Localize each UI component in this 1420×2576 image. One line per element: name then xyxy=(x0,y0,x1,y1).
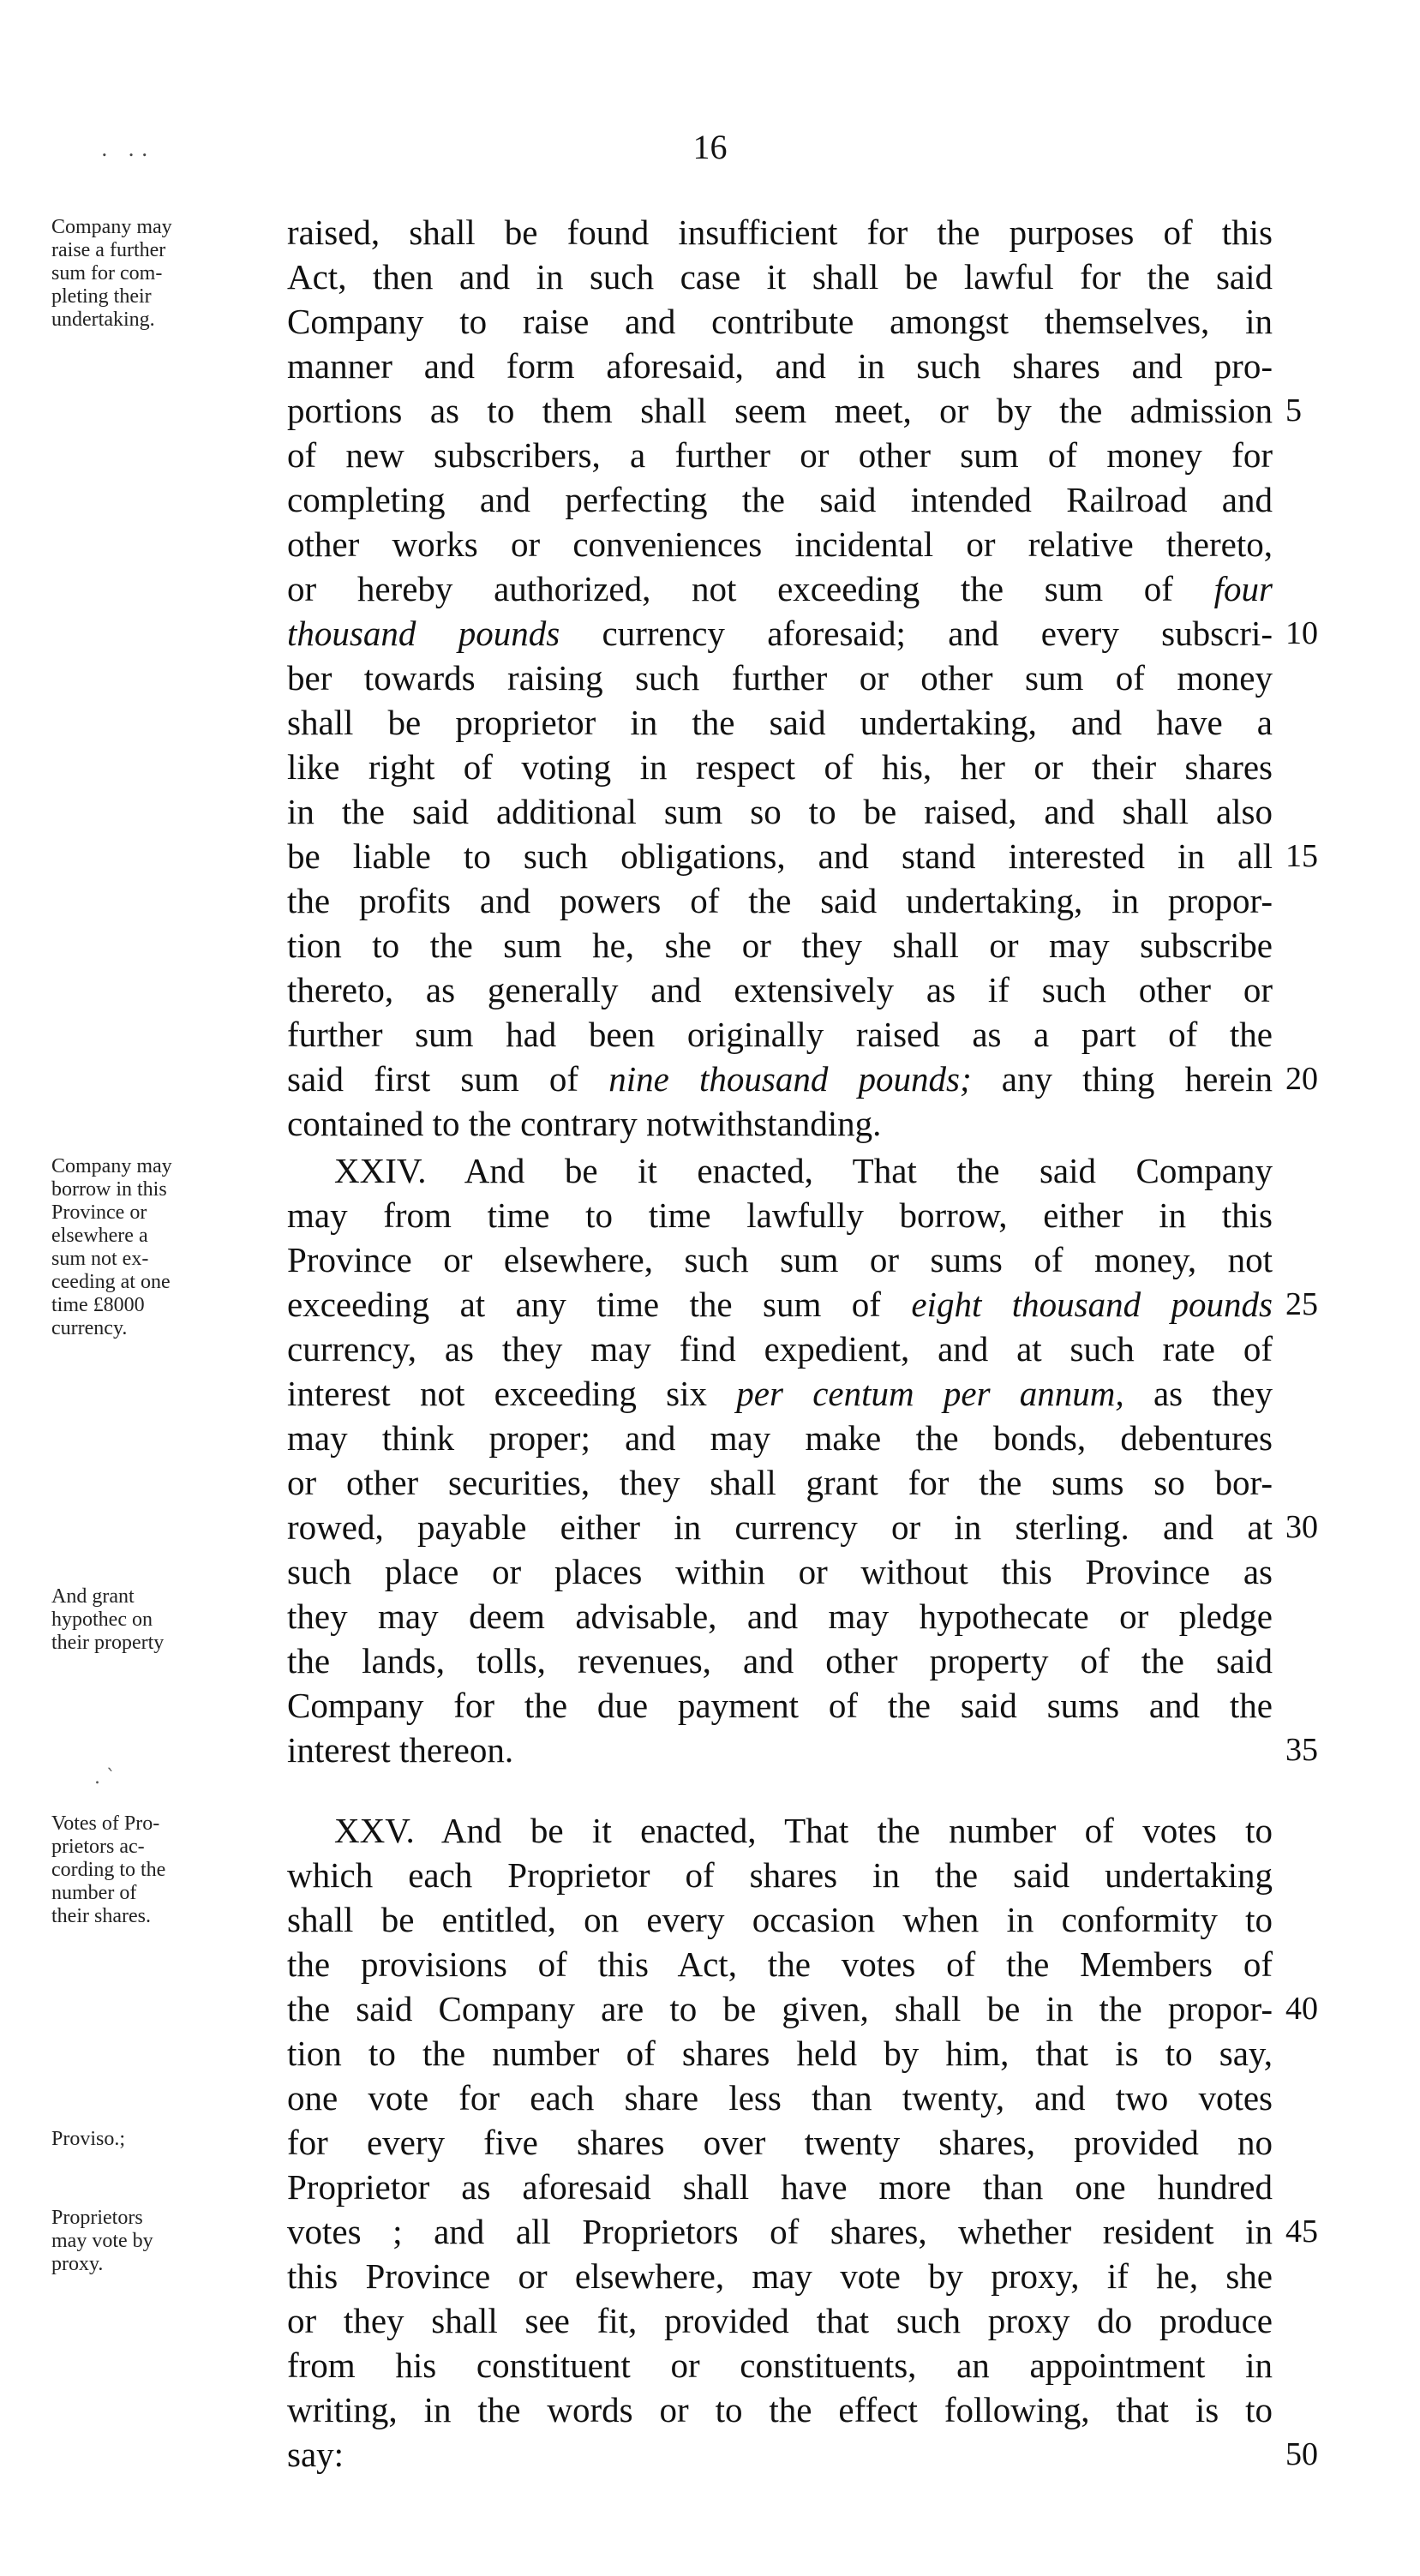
text-line: votes ; and all Proprietors of shares, whether resident in xyxy=(287,2212,1273,2251)
text-line: ber towards raising such further or other sum of money xyxy=(287,658,1273,698)
text-line: manner and form aforesaid, and in such shares and pro- xyxy=(287,346,1273,386)
text-line: XXV. And be it enacted, That the number of votes to xyxy=(334,1811,1273,1850)
text-line: one vote for each share less than twenty, and two votes xyxy=(287,2078,1273,2118)
text-line: portions as to them shall seem meet, or by the admission xyxy=(287,391,1273,430)
text-line: raised, shall be found insufficient for the purposes of this xyxy=(287,213,1273,252)
text-line: Company to raise and contribute amongst themselves, in xyxy=(287,302,1273,341)
text-line: in the said additional sum so to be raised, and shall also xyxy=(287,792,1273,831)
stray-mark: . ` xyxy=(94,1767,116,1788)
margin-note-further-sum: Company may raise a further sum for com- pleting their undertaking. xyxy=(51,216,172,331)
line-number: 50 xyxy=(1285,2436,1318,2472)
text-line: Act, then and in such case it shall be lawful for the said xyxy=(287,257,1273,297)
text-line: which each Proprietor of shares in the said undertaking xyxy=(287,1855,1273,1895)
italic-segment: four xyxy=(1213,569,1273,608)
text-line xyxy=(287,611,1273,656)
text-line xyxy=(287,1057,1273,1101)
line-number: 35 xyxy=(1285,1732,1318,1768)
text-segment: as they xyxy=(1123,1374,1273,1413)
italic-segment: per centum per annum, xyxy=(736,1374,1124,1413)
text-line: writing, in the words or to the effect following, that is to xyxy=(287,2390,1273,2429)
text-line: this Province or elsewhere, may vote by proxy, if he, she xyxy=(287,2256,1273,2296)
text-line: or they shall see fit, provided that such proxy do produce xyxy=(287,2301,1273,2340)
italic-segment: eight thousand pounds xyxy=(911,1285,1273,1324)
text-segment: any thing herein xyxy=(971,1059,1273,1099)
text-line: of new subscribers, a further or other sum of money for xyxy=(287,435,1273,475)
text-segment: said first sum of xyxy=(287,1059,609,1099)
line-number: 30 xyxy=(1285,1509,1318,1545)
text-line: XXIV. And be it enacted, That the said Company xyxy=(334,1151,1273,1190)
text-line: thereto, as generally and extensively as if such other or xyxy=(287,970,1273,1009)
text-line: Proprietor as aforesaid shall have more than one hundred xyxy=(287,2167,1273,2207)
line-number: 10 xyxy=(1285,615,1318,651)
text-line: the lands, tolls, revenues, and other property of the said xyxy=(287,1641,1273,1680)
margin-note-borrow: Company may borrow in this Province or elsewhere a sum not ex- ceeding at one time £8000 currency. xyxy=(51,1155,172,1339)
line-number: 25 xyxy=(1285,1286,1318,1322)
text-segment: exceeding at any time the sum of xyxy=(287,1285,912,1324)
text-line: tion to the sum he, she or they shall or may subscribe xyxy=(287,926,1273,965)
text-segment: currency aforesaid; and every subscri- xyxy=(560,614,1273,653)
margin-note-hypothec: And grant hypothec on their property xyxy=(51,1585,165,1654)
page-number: 16 xyxy=(692,128,728,166)
line-number: 5 xyxy=(1285,392,1302,428)
text-line: be liable to such obligations, and stand interested in all xyxy=(287,836,1273,876)
text-line: from his constituent or constituents, an appointment in xyxy=(287,2345,1273,2385)
text-segment: or hereby authorized, not exceeding the sum of xyxy=(287,569,1214,608)
text-line: other works or conveniences incidental or relative thereto, xyxy=(287,524,1273,564)
line-number: 40 xyxy=(1285,1991,1318,2027)
margin-note-votes: Votes of Pro- prietors ac- cording to the number of their shares. xyxy=(51,1812,166,1927)
text-line: may from time to time lawfully borrow, either in this xyxy=(287,1195,1273,1235)
text-line: contained to the contrary notwithstanding. xyxy=(287,1104,882,1143)
text-line: tion to the number of shares held by him, that is to say, xyxy=(287,2034,1273,2073)
text-line: they may deem advisable, and may hypothecate or pledge xyxy=(287,1597,1273,1636)
text-line: like right of voting in respect of his, her or their shares xyxy=(287,747,1273,787)
margin-note-proviso: Proviso.; xyxy=(51,2128,126,2150)
text-line: for every five shares over twenty shares, provided no xyxy=(287,2123,1273,2162)
text-line: further sum had been originally raised as a part of the xyxy=(287,1015,1273,1054)
text-line: the profits and powers of the said undertaking, in propor- xyxy=(287,881,1273,920)
text-line: may think proper; and may make the bonds, debentures xyxy=(287,1418,1273,1458)
text-line xyxy=(287,1282,1273,1327)
text-line xyxy=(287,566,1273,611)
page-dots: . .. xyxy=(101,137,155,161)
line-number: 20 xyxy=(1285,1061,1318,1097)
text-line: completing and perfecting the said intended Railroad and xyxy=(287,480,1273,519)
text-line: shall be entitled, on every occasion when in conformity to xyxy=(287,1900,1273,1939)
text-line: rowed, payable either in currency or in sterling. and at xyxy=(287,1507,1273,1547)
text-line: say: xyxy=(287,2435,345,2474)
margin-note-proxy: Proprietors may vote by proxy. xyxy=(51,2207,153,2275)
line-number: 15 xyxy=(1285,838,1318,874)
text-line: currency, as they may find expedient, and at such rate of xyxy=(287,1329,1273,1369)
text-line: the said Company are to be given, shall be in the propor- xyxy=(287,1989,1273,2028)
italic-segment: nine thousand pounds; xyxy=(608,1059,972,1099)
text-segment: interest not exceeding six xyxy=(287,1374,737,1413)
italic-segment: thousand pounds xyxy=(287,614,560,653)
line-number: 45 xyxy=(1285,2214,1318,2250)
text-line: interest thereon. xyxy=(287,1730,514,1770)
text-line: the provisions of this Act, the votes of the Members of xyxy=(287,1944,1273,1984)
text-line: such place or places within or without this Province as xyxy=(287,1552,1273,1591)
text-line xyxy=(287,1371,1273,1416)
text-line: Province or elsewhere, such sum or sums of money, not xyxy=(287,1240,1273,1279)
text-line: shall be proprietor in the said undertaking, and have a xyxy=(287,703,1273,742)
text-line: or other securities, they shall grant for the sums so bor- xyxy=(287,1463,1273,1502)
text-line: Company for the due payment of the said sums and the xyxy=(287,1686,1273,1725)
